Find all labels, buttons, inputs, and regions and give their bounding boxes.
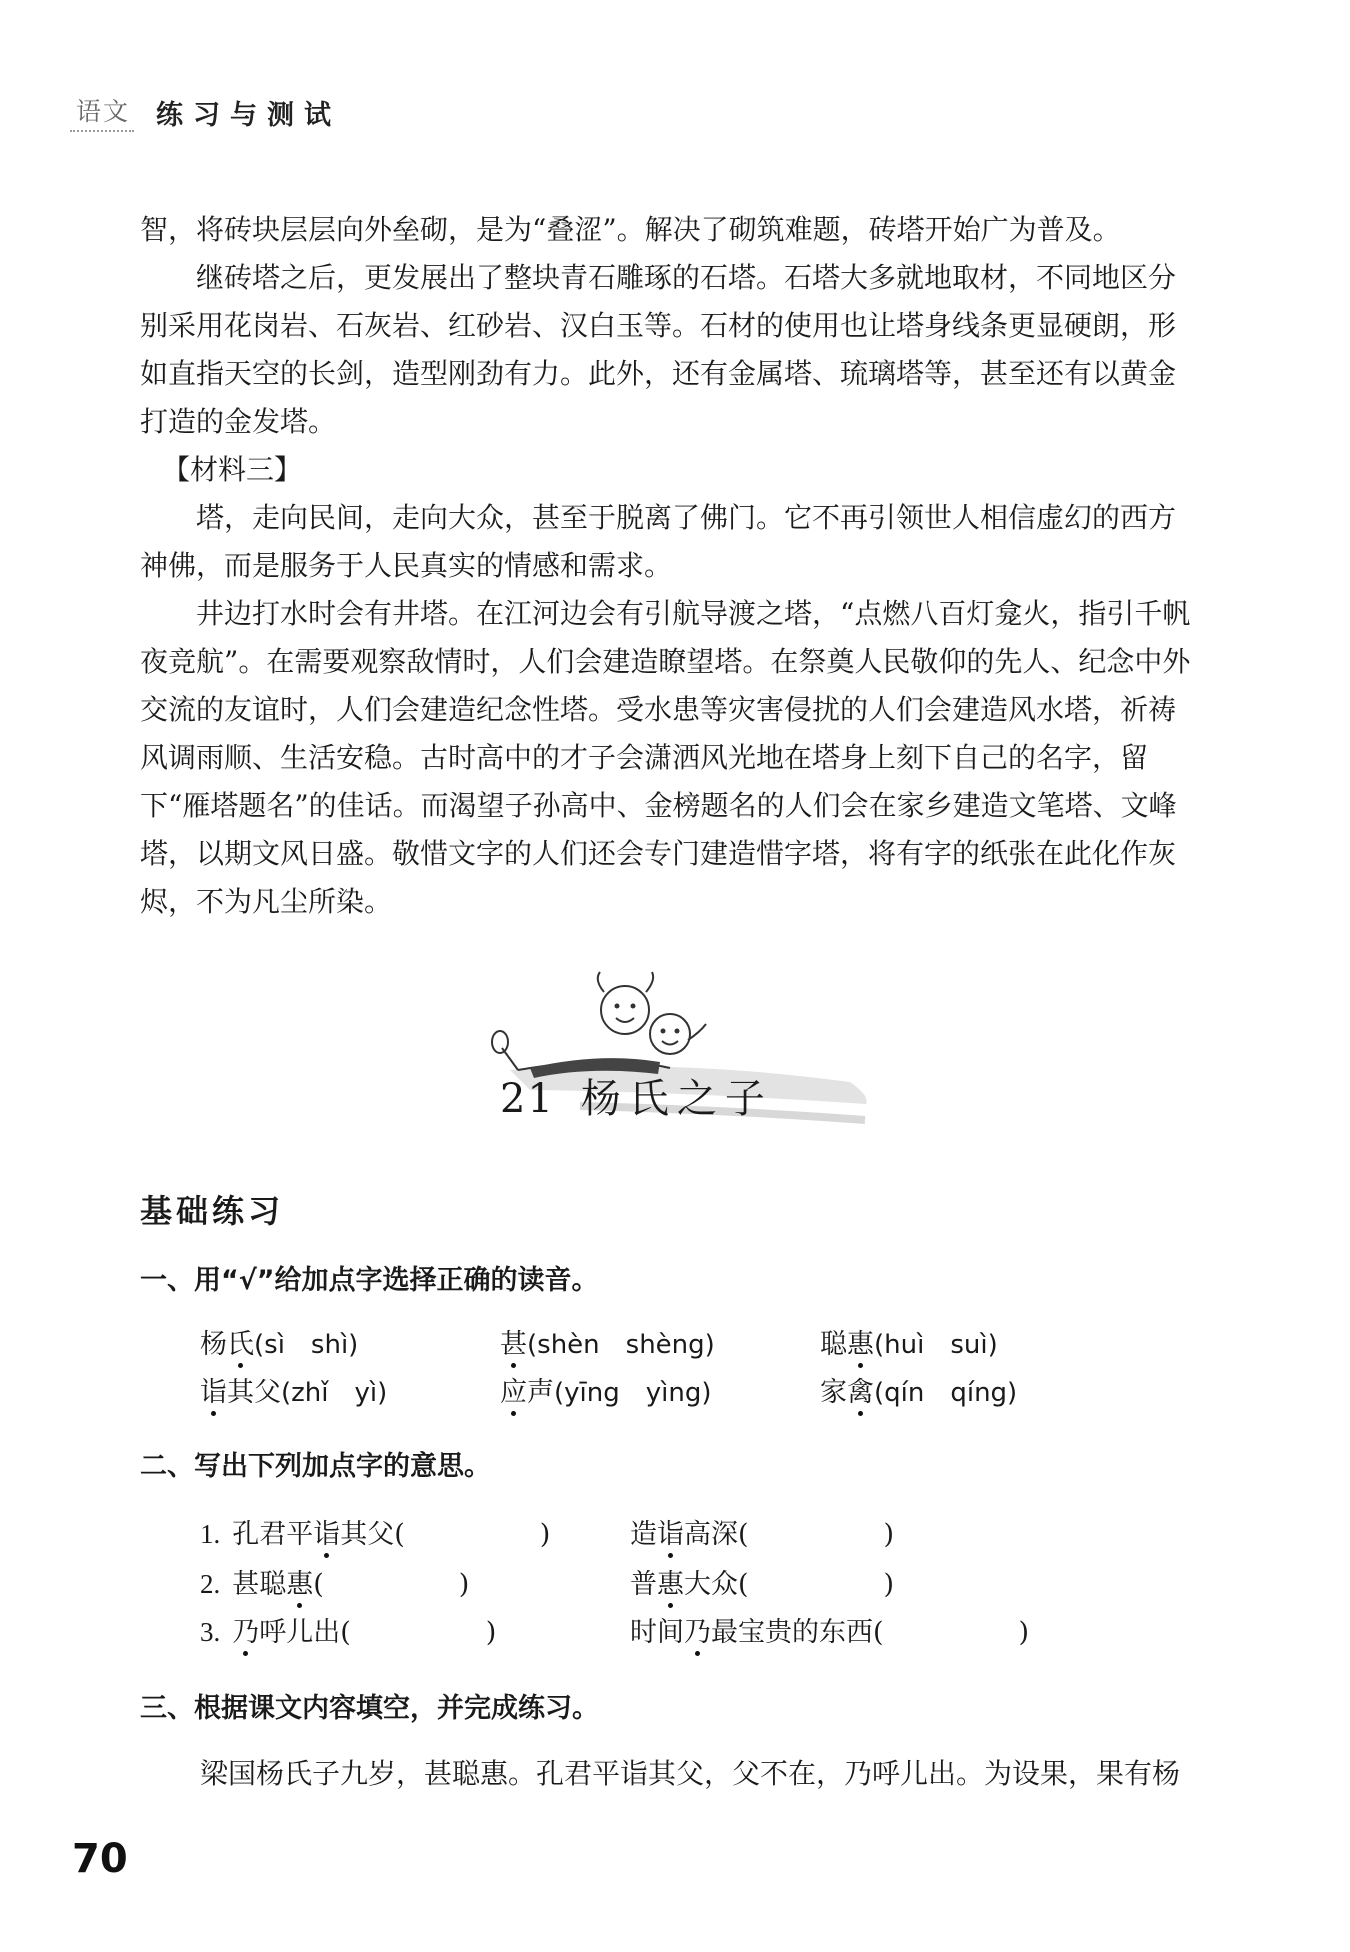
pinyin-options: (sì shì) (254, 1330, 359, 1360)
pinyin-options: (huì suì) (874, 1330, 998, 1360)
page-header (70, 92, 341, 132)
pinyin-item (500, 1322, 715, 1361)
passage-paragraph: 塔，走向民间，走向大众，甚至于脱离了佛门。它不再引领世人相信虚幻的西方神佛，而是服务于人民真实的情感和需求。 (140, 501, 1177, 582)
passage-paragraph: 继砖塔之后，更发展出了整块青石雕琢的石塔。石塔大多就地取材，不同地区分别采用花岗岩、石灰岩、红砂岩、汉白玉等。石材的使用也让塔身线条更显硬朗，形如直指天空的长剑，造型刚劲有力。此外，还有金属塔、琉璃塔等，甚至还有以黄金打造的金发塔。 (140, 261, 1177, 438)
question-3-prompt: 三、根据课文内容填空，并完成练习。 (140, 1693, 599, 1724)
passage (140, 206, 1200, 926)
dotted-char: 惠 (286, 1569, 314, 1600)
dotted-char: 惠 (657, 1569, 684, 1600)
meaning-item: 2. 甚聪惠( ) (200, 1569, 470, 1600)
page-number: 70 (72, 1836, 128, 1882)
pinyin-options: (zhǐ yì) (281, 1378, 388, 1408)
dotted-char: 乃 (684, 1617, 711, 1648)
pinyin-item: 杨氏(sì shì) (200, 1329, 359, 1360)
dotted-char: 惠 (847, 1329, 874, 1360)
pinyin-item: 诣其父(zhǐ yì) (200, 1377, 388, 1408)
pinyin-options: (yīng yìng) (554, 1378, 712, 1408)
dotted-char: 甚 (500, 1329, 527, 1360)
book-title: 练习与测试 (156, 99, 342, 131)
meaning-item: 3. 乃呼儿出( ) (200, 1617, 497, 1648)
dotted-char: 乃 (232, 1617, 260, 1648)
dotted-char: 诣 (200, 1377, 227, 1408)
pinyin-item: 家禽(qín qíng) (820, 1377, 1018, 1408)
passage-paragraph: 井边打水时会有井塔。在江河边会有引航导渡之塔，“点燃八百灯龛火，指引千帆夜竞航”。在需要观察敌情时，人们会建造瞭望塔。在祭奠人民敬仰的先人、纪念中外交流的友谊时，人们会建造纪念性塔。受水患等灾害侵扰的人们会建造风水塔，祈祷风调雨顺、生活安稳。古时高中的才子会潇洒风光地在塔身上刻下自己的名字，留下“雁塔题名”的佳话。而渴望子孙高中、金榜题名的人们会在家乡建造文笔塔、文峰塔，以期文风日盛。敬惜文字的人们还会专门建造惜字塔，将有字的纸张在此化作灰烬，不为凡尘所染。 (140, 597, 1191, 918)
question-2-prompt: 二、写出下列加点字的意思。 (140, 1451, 491, 1482)
meaning-item: 普惠大众( ) (630, 1569, 895, 1600)
pinyin-item: 聪惠(huì suì) (820, 1329, 998, 1360)
dotted-char: 禽 (847, 1377, 874, 1408)
meaning-item: 造诣高深( ) (630, 1519, 895, 1550)
dotted-char: 诣 (657, 1519, 684, 1550)
dotted-char: 诣 (313, 1519, 341, 1550)
lesson-title (500, 1067, 773, 1124)
pinyin-item: 应声(yīng yìng) (500, 1377, 712, 1408)
passage-paragraph: 智，将砖块层层向外垒砌，是为“叠涩”。解决了砌筑难题，砖塔开始广为普及。 (140, 213, 1121, 246)
exercise-passage: 梁国杨氏子九岁，甚聪惠。孔君平诣其父，父不在，乃呼儿出。为设果，果有杨 (200, 1757, 1181, 1790)
lesson-number: 21 (500, 1076, 555, 1122)
pinyin-options: (qín qíng) (874, 1378, 1018, 1408)
section-heading: 基础练习 (140, 1192, 285, 1230)
subject-tag: 语文 (70, 92, 134, 132)
meaning-item: 1. 孔君平诣其父( ) (200, 1519, 551, 1550)
question-1-prompt: 一、用“√”给加点字选择正确的读音。 (140, 1265, 599, 1296)
lesson-name: 杨氏之子 (580, 1076, 773, 1122)
pinyin-options: (shèn shèng) (527, 1330, 715, 1360)
meaning-item: 时间乃最宝贵的东西( ) (630, 1617, 1030, 1648)
material-label: 【材料三】 (162, 453, 303, 486)
dotted-char: 应 (500, 1377, 527, 1408)
dotted-char: 氏 (227, 1329, 254, 1360)
